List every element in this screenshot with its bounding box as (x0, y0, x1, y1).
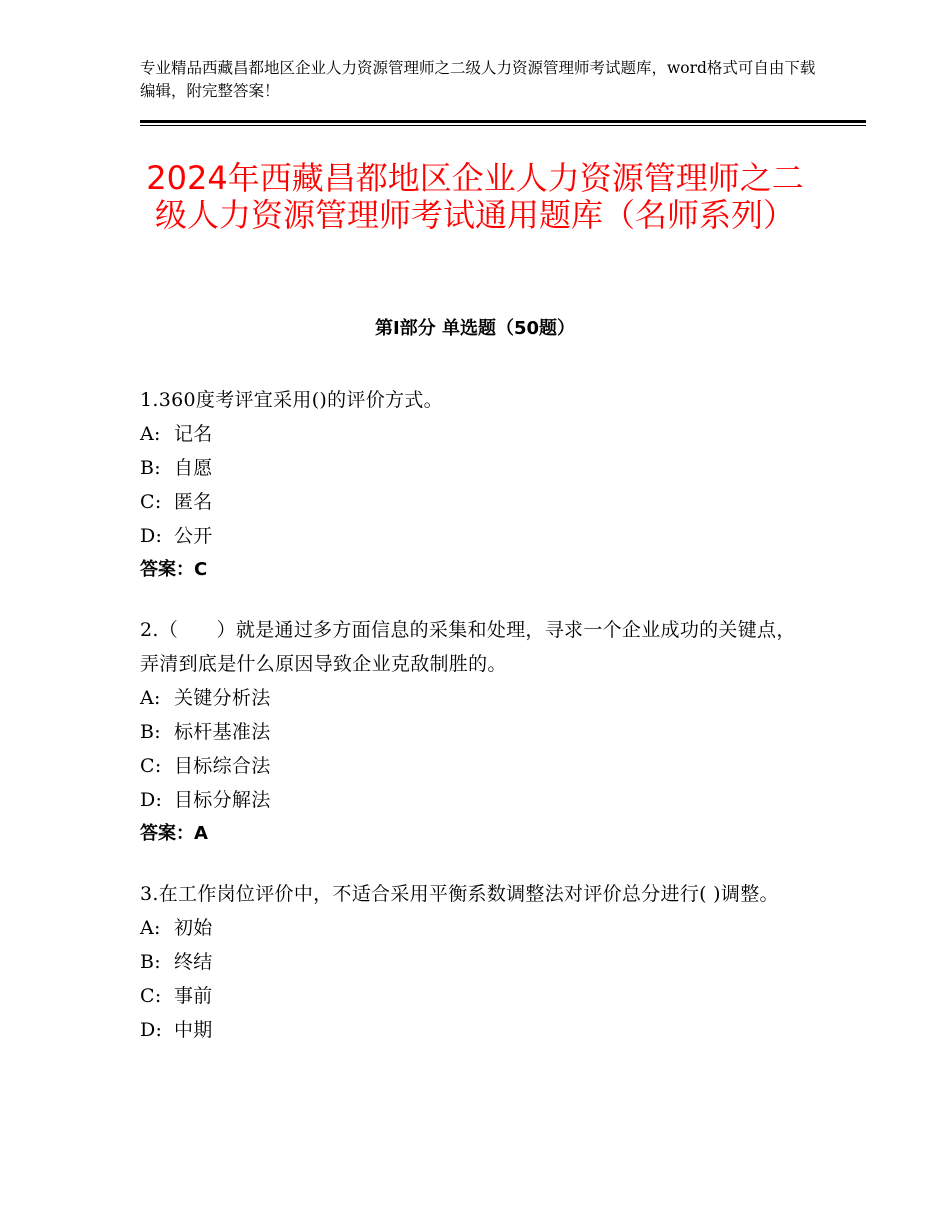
answer-line: 答案：A (140, 823, 208, 844)
option-text: 目标综合法 (174, 755, 271, 777)
document-title: 2024年西藏昌都地区企业人力资源管理师之二级人力资源管理师考试通用题库（名师系列） (146, 159, 804, 234)
option-text: 关键分析法 (174, 687, 271, 709)
option-b (140, 451, 810, 485)
question-stem: 3.在工作岗位评价中，不适合采用平衡系数调整法对评价总分进行( )调整。 (140, 883, 779, 905)
option-letter: A: (140, 687, 161, 709)
option-a (140, 681, 810, 715)
option-b (140, 715, 810, 749)
option-b (140, 945, 810, 979)
option-a (140, 911, 810, 945)
option-letter: C: (140, 491, 162, 513)
header-note: 专业精品西藏昌都地区企业人力资源管理师之二级人力资源管理师考试题库，word格式可自由下载编辑，附完整答案！ (140, 59, 816, 100)
option-text: 中期 (174, 1019, 213, 1041)
header-divider (140, 120, 866, 123)
section-title: 第Ⅰ部分 单选题（50题） (374, 318, 575, 339)
option-a (140, 417, 810, 451)
question-stem: 2.（ ）就是通过多方面信息的采集和处理，寻求一个企业成功的关键点，弄清到底是什么原因导致企业克敌制胜的。 (140, 619, 796, 675)
question-list (140, 383, 810, 1073)
option-text: 记名 (174, 423, 213, 445)
option-letter: A: (140, 423, 161, 445)
option-text: 匿名 (174, 491, 213, 513)
question-1 (140, 383, 810, 587)
option-text: 终结 (174, 951, 213, 973)
option-text: 初始 (174, 917, 213, 939)
option-letter: B: (140, 457, 161, 479)
option-c (140, 485, 810, 519)
option-letter: B: (140, 721, 161, 743)
question-3 (140, 877, 810, 1047)
option-text: 公开 (174, 525, 213, 547)
option-c (140, 749, 810, 783)
option-letter: C: (140, 985, 162, 1007)
option-d (140, 783, 810, 817)
option-letter: D: (140, 789, 163, 811)
option-text: 标杆基准法 (174, 721, 271, 743)
header-divider-thin (140, 125, 866, 126)
option-c (140, 979, 810, 1013)
option-text: 自愿 (174, 457, 213, 479)
option-text: 事前 (174, 985, 213, 1007)
option-letter: B: (140, 951, 161, 973)
option-letter: D: (140, 1019, 163, 1041)
option-d (140, 519, 810, 553)
question-stem: 1.360度考评宜采用()的评价方式。 (140, 389, 443, 411)
option-letter: C: (140, 755, 162, 777)
option-letter: D: (140, 525, 163, 547)
question-2 (140, 613, 810, 851)
option-d (140, 1013, 810, 1047)
option-letter: A: (140, 917, 161, 939)
option-text: 目标分解法 (174, 789, 271, 811)
answer-line: 答案：C (140, 559, 208, 580)
